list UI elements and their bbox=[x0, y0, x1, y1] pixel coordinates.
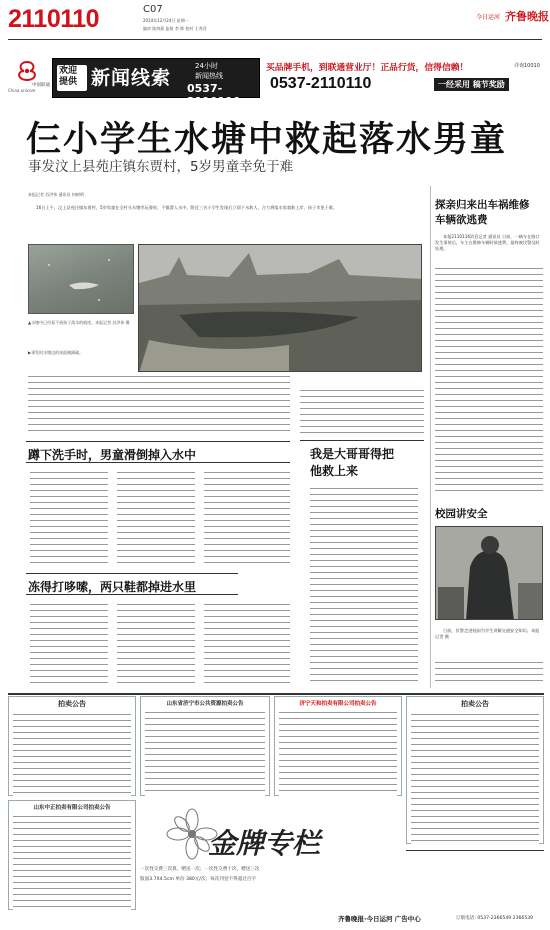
sidebar-story2-photo bbox=[435, 526, 543, 620]
hotline-label: 新闻热线 bbox=[195, 72, 223, 80]
notice-2-title: 山东省济宁市公共资源拍卖公告 bbox=[166, 701, 244, 707]
photo-caption-2: ▶事发时水塘边的冰面被踩破。 bbox=[28, 350, 84, 355]
lead-intro: 16日上午，汶上县苑庄镇东贾村，5岁男童在全村头水塘旁玩耍时，不慎滑入水中。附近三名小学生发现后立即下水救人，合力将落水男童救上岸，孩子幸免于难。 bbox=[36, 205, 338, 210]
section1-rule-bottom bbox=[26, 462, 290, 463]
paper-name: 齐鲁晚报 bbox=[505, 10, 549, 23]
gold-column-title: 金牌专栏 bbox=[208, 827, 321, 860]
footer-brand: 齐鲁晚报·今日运河 广告中心 bbox=[338, 915, 421, 923]
footer-rule bbox=[406, 850, 544, 851]
notice-1 bbox=[8, 696, 136, 796]
column-title: 新闻线索 bbox=[91, 67, 172, 89]
notice-2 bbox=[140, 696, 270, 796]
sidebar-story2-title: 校园讲安全 bbox=[435, 508, 488, 520]
sidebar-story2-body bbox=[435, 660, 543, 686]
footer-phone: 订版电话: 0537-2366549 2366539 bbox=[456, 916, 534, 921]
ad-line-1: 一次性交费三次算，赠送一次；一次性交费十次，赠送三次 bbox=[140, 867, 260, 872]
notice-4-title: 拍卖公告 bbox=[461, 700, 489, 708]
lead-headline: 仨小学生水塘中救起落水男童 bbox=[26, 120, 508, 160]
section2-column-2 bbox=[117, 602, 195, 688]
hours-label: 24小时 bbox=[195, 62, 218, 70]
notice-4-body bbox=[411, 712, 539, 846]
section1-column-right bbox=[300, 388, 424, 436]
notice-4 bbox=[406, 696, 544, 844]
sidebar-story1-body bbox=[435, 266, 543, 492]
lead-body-left bbox=[28, 374, 290, 436]
notice-5 bbox=[8, 800, 136, 910]
lead-photo-small bbox=[28, 244, 134, 314]
section1-column-1 bbox=[30, 470, 108, 566]
service-number: 详询10010 bbox=[514, 63, 540, 69]
notice-2-body bbox=[145, 710, 265, 796]
notice-5-title: 山东中正拍卖有限公司拍卖公告 bbox=[33, 805, 111, 811]
sidebar-story1-lead: 本报2110116消息记者 通讯员 日前，一辆车在路口发生事故后，车主在维修车辆时欲逃费，最终被民警及时处理。 bbox=[435, 234, 540, 251]
photo-caption-1: ▲水塘中已经看不到孩子落水的痕迹。本报记者 苏洪伟 摄 bbox=[28, 320, 130, 325]
hotline-block bbox=[52, 58, 260, 108]
lead-photo-large bbox=[138, 244, 422, 372]
notices-top-rule bbox=[8, 693, 544, 695]
sidebar-story1-title: 探亲归来出车祸维修车辆欲逃费 bbox=[435, 199, 530, 226]
section2-title: 冻得打哆嗦，两只鞋都掉进水里 bbox=[28, 580, 197, 594]
ad-line-2: 版面3.7X4.5cm 单价 380元/次；每次刊登不得超过百字 bbox=[140, 877, 257, 882]
sidebar-story2-caption: 日前，民警走进校园为学生讲解交通安全知识。本报记者 摄 bbox=[435, 628, 540, 639]
section1-rule-top bbox=[26, 441, 290, 442]
section2-column-3 bbox=[204, 602, 290, 688]
section2-column-1 bbox=[30, 602, 108, 688]
notice-1-body bbox=[13, 712, 131, 798]
notice-3-body bbox=[279, 710, 397, 796]
editor-line: 编审 陈鸿燕 监排 李 辉 校对 王秀萍 bbox=[143, 26, 207, 31]
unicom-logo-icon bbox=[14, 60, 40, 82]
section2-rule-bottom bbox=[26, 594, 238, 595]
slogan-bottom: 一经采用 稿节奖励 bbox=[434, 78, 509, 91]
welcome-badge bbox=[57, 65, 87, 91]
notice-3-title: 济宁天和拍卖有限公司拍卖公告 bbox=[299, 701, 377, 707]
section1-column-3 bbox=[204, 470, 290, 566]
section1-title: 蹲下洗手时，男童滑倒掉入水中 bbox=[28, 448, 197, 462]
section-code: C07 bbox=[143, 4, 163, 15]
sidebar bbox=[430, 186, 544, 688]
banner bbox=[8, 56, 544, 108]
hotline-big: 0537-2110110 bbox=[270, 75, 372, 92]
welcome-text: 欢迎提供 bbox=[59, 66, 78, 87]
masthead-divider bbox=[8, 39, 542, 40]
page-number: 2110110 bbox=[8, 5, 100, 33]
notice-1-title: 拍卖公告 bbox=[58, 700, 86, 708]
gold-column-ad bbox=[140, 800, 402, 910]
lead-byline: 本报记者 苏洪伟 通讯员 何树明 bbox=[28, 192, 84, 197]
brand-en: China unicom bbox=[8, 88, 36, 93]
lead-subheadline: 事发汶上县苑庄镇东贾村，5岁男童幸免于难 bbox=[28, 159, 294, 175]
section3-box bbox=[300, 440, 424, 688]
section2-rule-top bbox=[26, 573, 238, 574]
date-line: 2014年12月24日 星期一 bbox=[143, 18, 189, 23]
corner-tag: 今日运河 bbox=[476, 14, 501, 21]
section3-title: 我是大哥哥得把他救上来 bbox=[310, 447, 395, 478]
section3-body bbox=[310, 486, 418, 682]
notice-3 bbox=[274, 696, 402, 796]
slogan-top: 买品牌手机，到联通营业厅！正品行货，信得信赖！ bbox=[266, 63, 469, 73]
brand-cn: 中国联通 bbox=[32, 83, 50, 88]
hotline-number: 0537-2110110 bbox=[187, 82, 241, 108]
section3-rule bbox=[300, 440, 424, 441]
masthead bbox=[0, 0, 550, 44]
notice-5-body bbox=[13, 814, 131, 910]
section1-column-2 bbox=[117, 470, 195, 566]
